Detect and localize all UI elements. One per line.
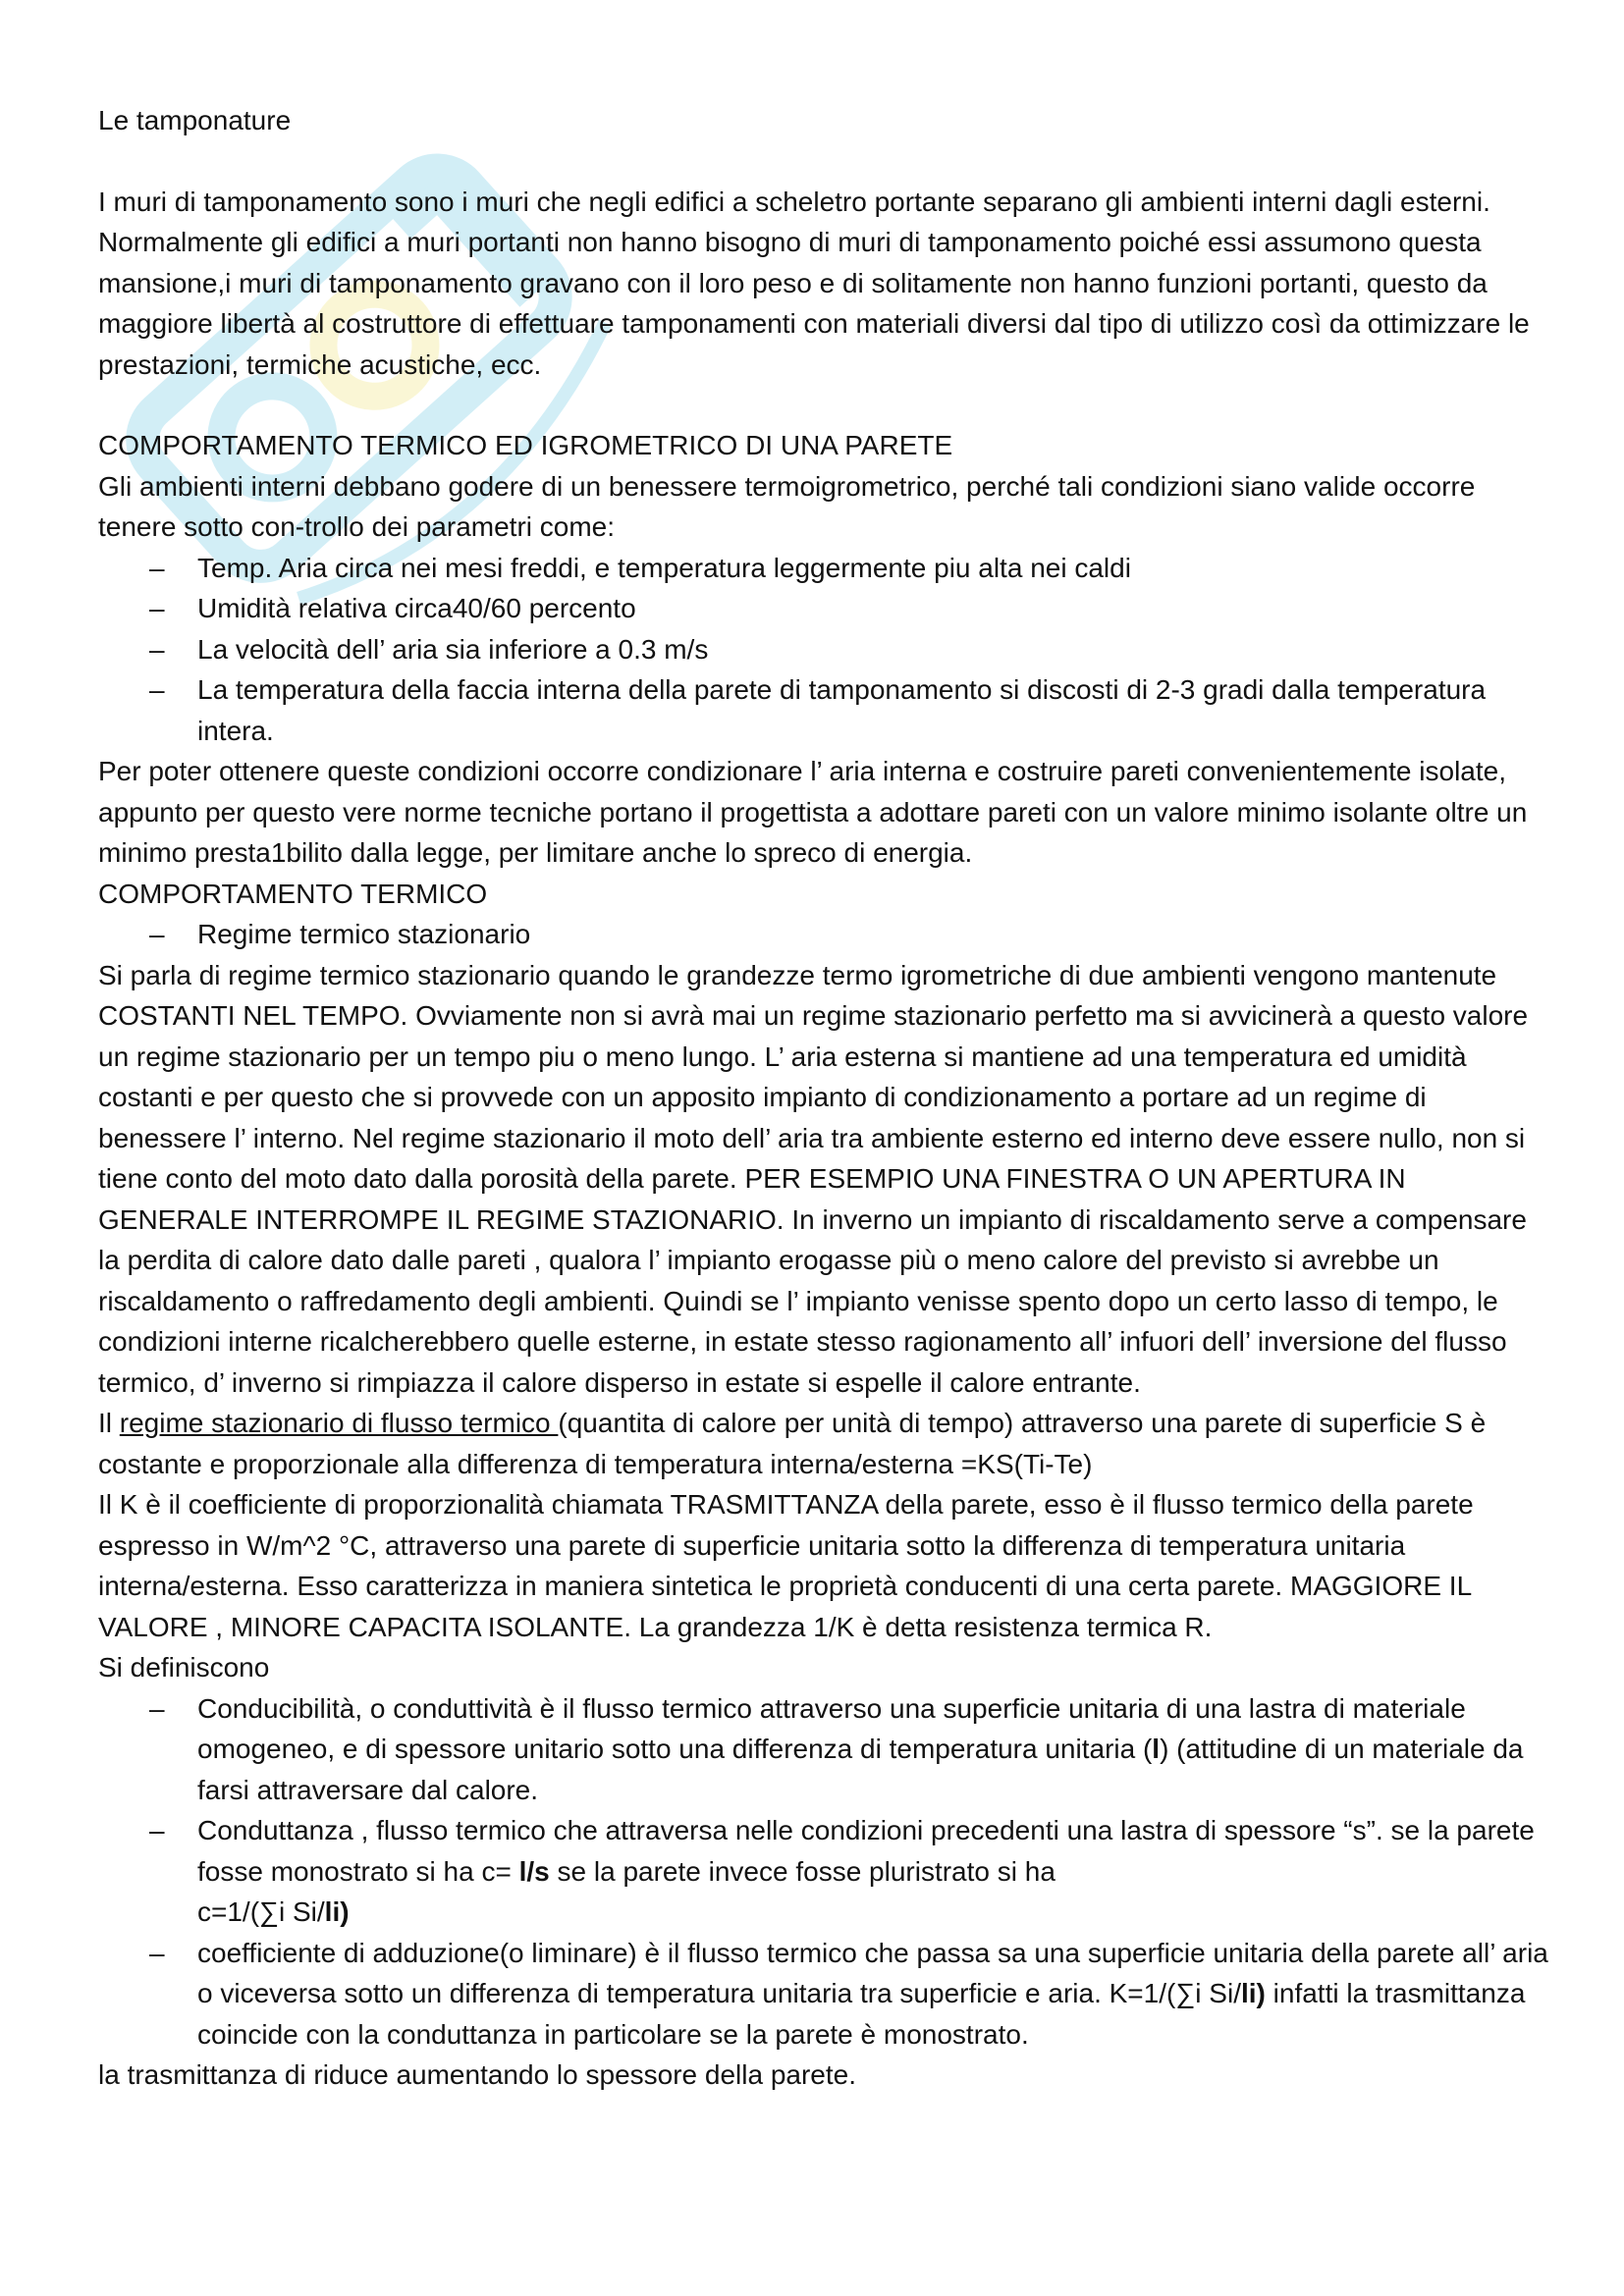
- definition-adduction: [98, 1933, 1551, 2056]
- definition-conductivity: [98, 1688, 1551, 1811]
- list-item: – La velocità dell’ aria sia inferiore a 0.3 m/s: [98, 629, 1551, 670]
- section-heading-thermal-hygrometric: COMPORTAMENTO TERMICO ED IGROMETRICO DI UNA PARETE: [98, 430, 953, 460]
- paragraph-transmittance: Il K è il coefficiente di proporzionalità chiamata TRASMITTANZA della parete, esso è il flusso termico della parete espresso in W/m^2 °C, attraverso una parete di superficie unitaria sotto la differenza di temperatura unitaria interna/esterna. Esso caratterizza in maniera sintetica le proprietà conducenti di una certa parete. MAGGIORE IL VALORE , MINORE CAPACITA ISOLANTE. La grandezza 1/K è detta resistenza termica R.: [98, 1489, 1474, 1642]
- paragraph-steady-state: Si parla di regime termico stazionario quando le grandezze termo igrometriche di due ambienti vengono mantenute COSTANTI NEL TEMPO. Ovviamente non si avrà mai un regime stazionario perfetto ma si avvicinerà a questo valore un regime stazionario per un tempo piu o meno lungo. L’ aria esterna si mantiene ad una temperatura ed umidità costanti e per questo che si provvede con un apposito impianto di condizionamento a portare ad un regime di benessere l’ interno. Nel regime stazionario il moto dell’ aria tra ambiente esterno ed interno deve essere nullo, non si tiene conto del moto dato dalla porosità della parete. PER ESEMPIO UNA FINESTRA O UN APERTURA IN GENERALE INTERROMPE IL REGIME STAZIONARIO. In inverno un impianto di riscaldamento serve a compensare la perdita di calore dato dalle pareti , qualora l’ impianto erogasse più o meno calore del previsto si avrebbe un riscaldamento o raffredamento degli ambienti. Quindi se l’ impianto venisse spento dopo un certo lasso di tempo, le condizioni interne ricalcherebbero quelle esterne, in estate stesso ragionamento all’ infuori dell’ inversione del flusso termico, d’ inverno si rimpiazza il calore disperso in estate si espelle il calore entrante.: [98, 959, 1529, 1398]
- document-body: [98, 100, 1551, 2096]
- list-item: – Regime termico stazionario: [98, 914, 1551, 955]
- section-heading-thermal: COMPORTAMENTO TERMICO: [98, 878, 488, 909]
- text-span: Conducibilità, o conduttività è il flusso termico attraverso una superficie unitaria di una lastra di materiale omogeneo, e di spessore unitario sotto una differenza di temperatura unitaria (: [197, 1692, 1466, 1764]
- text-span: coefficiente di adduzione(o liminare) è il flusso termico che passa sa una superficie unitaria della parete all’ aria o viceversa sotto un differenza di temperatura unitaria tra superficie e aria. K=1/(∑i Si/: [197, 1937, 1548, 2008]
- text-span: infatti la trasmittanza coincide con la conduttanza in particolare se la parete è monostrato.: [197, 1978, 1526, 2050]
- intro-paragraph: I muri di tamponamento sono i muri che negli edifici a scheletro portante separano gli ambienti interni dagli esterni. Normalmente gli edifici a muri portanti non hanno bisogno di muri di tamponamento poiché essi assumono questa mansione,i muri di tamponamento gravano con il loro peso e di solitamente non hanno funzioni portanti, questo da maggiore libertà al costruttore di effettuare tamponamenti con materiali diversi dal tipo di utilizzo così da ottimizzare le prestazioni, termiche acustiche, ecc.: [98, 186, 1530, 380]
- text-span: Il: [98, 1408, 120, 1438]
- paragraph-closing: la trasmittanza di riduce aumentando lo spessore della parete.: [98, 2059, 856, 2090]
- document-title: Le tamponature: [98, 105, 292, 135]
- bold-symbol: li): [1240, 1978, 1266, 2008]
- paragraph-conditions: Per poter ottenere queste condizioni occorre condizionare l’ aria interna e costruire pareti convenientemente isolate, appunto per questo vere norme tecniche portano il progettista a adottare pareti con un valore minimo isolante oltre un minimo presta1bilito dalla legge, per limitare anche lo spreco di energia.: [98, 756, 1528, 868]
- text-span: c=1/(∑i Si/: [197, 1896, 325, 1927]
- list-item: – Umidità relativa circa40/60 percento: [98, 588, 1551, 629]
- underlined-term: regime stazionario di flusso termico: [119, 1408, 559, 1438]
- list-item: – La temperatura della faccia interna della parete di tamponamento si discosti di 2-3 gradi dalla temperatura intera.: [98, 669, 1551, 751]
- bold-symbol: l: [1152, 1734, 1161, 1764]
- paragraph-parameters: Gli ambienti interni debbano godere di un benessere termoigrometrico, perché tali condizioni siano valide occorre tenere sotto con-trollo dei parametri come:: [98, 470, 1476, 542]
- definition-conductance: [98, 1810, 1551, 1892]
- paragraph-definitions-intro: Si definiscono: [98, 1652, 270, 1682]
- text-span: Conduttanza , flusso termico che attraversa nelle condizioni precedenti una lastra di spessore “s”. se la parete fosse monostrato si ha c=: [197, 1815, 1535, 1887]
- text-span: (quantita di calore per unità di tempo) attraverso una parete di superficie S è costante e proporzionale alla differenza di temperatura interna/esterna =KS(Ti-Te): [98, 1408, 1487, 1479]
- bold-symbol: li): [324, 1896, 350, 1927]
- conductance-formula: [98, 1892, 1551, 1933]
- bold-symbol: l/s: [518, 1855, 550, 1887]
- text-span: ) (attitudine di un materiale da farsi attraversare dal calore.: [197, 1734, 1524, 1805]
- paragraph-heat-flow: [98, 1403, 1551, 1484]
- list-item: – Temp. Aria circa nei mesi freddi, e temperatura leggermente piu alta nei caldi: [98, 548, 1551, 589]
- text-span: se la parete invece fosse pluristrato si ha: [549, 1855, 1056, 1887]
